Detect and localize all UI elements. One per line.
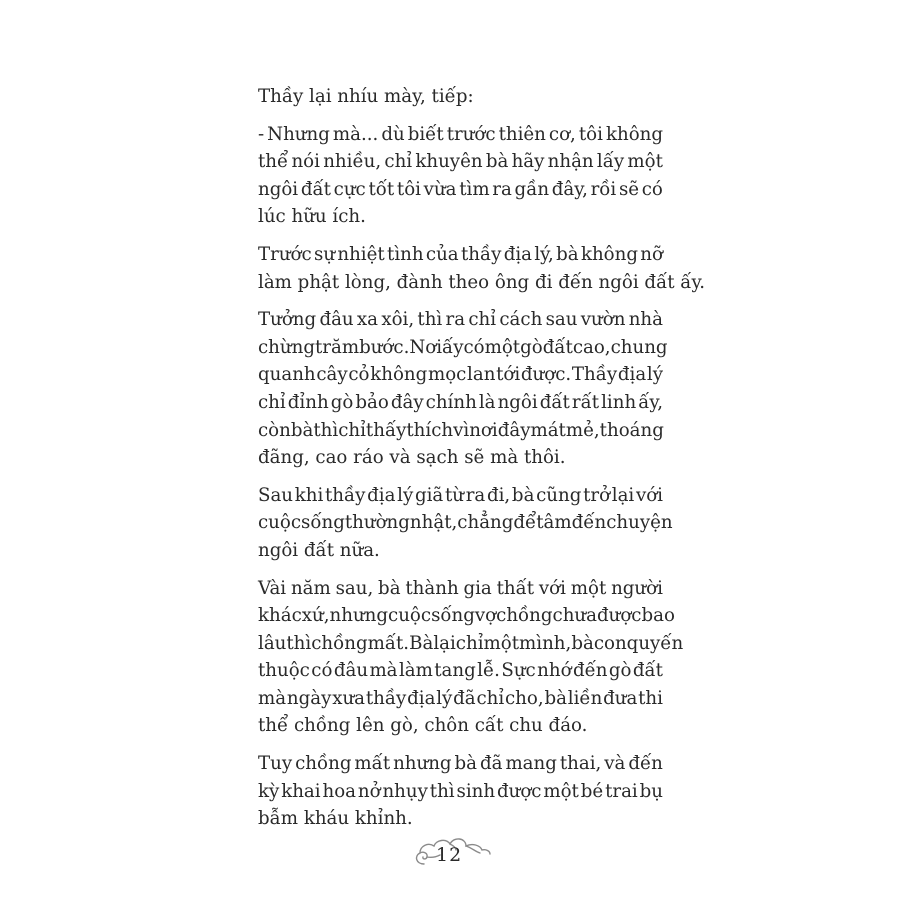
text-line: làm phật lòng, đành theo ông đi đến ngôi đất ấy. bbox=[258, 271, 706, 293]
text-line: đãng, cao ráo và sạch sẽ mà thôi. bbox=[258, 447, 566, 469]
text-line: thuộc có đâu mà làm tang lễ. Sực nhớ đến gò đất bbox=[258, 660, 663, 682]
text-line: Tưởng đâu xa xôi, thì ra chỉ cách sau vườn nhà bbox=[258, 309, 663, 331]
paragraph bbox=[258, 306, 668, 472]
text-line: còn bà thì chỉ thấy thích vì nơi đây mát mẻ, thoáng bbox=[258, 419, 664, 441]
text-line: chỉ đỉnh gò bảo đây chính là ngôi đất rất linh ấy, bbox=[258, 391, 663, 413]
text-line: ngôi đất nữa. bbox=[258, 539, 380, 561]
page-number: 12 bbox=[436, 844, 463, 866]
text-line: Tuy chồng mất nhưng bà đã mang thai, và đến bbox=[258, 753, 663, 775]
body-text bbox=[258, 83, 706, 843]
page-footer bbox=[410, 826, 495, 870]
text-line: chừng trăm bước. Nơi ấy có một gò đất cao, chung bbox=[258, 336, 668, 358]
text-line: - Nhưng mà... dù biết trước thiên cơ, tôi không bbox=[258, 123, 663, 145]
text-line: Sau khi thầy địa lý giã từ ra đi, bà cũng trở lại với bbox=[258, 484, 663, 506]
text-line: lâu thì chồng mất. Bà lại chỉ một mình, bà con quyến bbox=[258, 632, 684, 654]
text-line: cuộc sống thường nhật, chẳng để tâm đến chuyện bbox=[258, 512, 673, 534]
text-line: lúc hữu ích. bbox=[258, 206, 366, 228]
text-line: khác xứ, nhưng cuộc sống vợ chồng chưa được bao bbox=[258, 605, 675, 627]
text-line: ngôi đất cực tốt tôi vừa tìm ra gần đây, rồi sẽ có bbox=[258, 178, 663, 200]
text-line: thể chồng lên gò, chôn cất chu đáo. bbox=[258, 715, 588, 737]
text-line: Thầy lại nhíu mày, tiếp: bbox=[258, 86, 474, 107]
paragraph bbox=[258, 241, 706, 296]
text-line: Trước sự nhiệt tình của thầy địa lý, bà không nỡ bbox=[258, 243, 663, 265]
text-line: quanh cây cỏ không mọc lan tới được. Thầy địa lý bbox=[258, 364, 663, 386]
text-line: kỳ khai hoa nở nhụy thì sinh được một bé trai bụ bbox=[258, 780, 663, 802]
paragraph bbox=[258, 83, 663, 111]
text-line: mà ngày xưa thầy địa lý đã chỉ cho, bà liền đưa thi bbox=[258, 687, 663, 709]
text-line: bẫm kháu khỉnh. bbox=[258, 808, 413, 830]
text-line: Vài năm sau, bà thành gia thất với một người bbox=[258, 577, 663, 599]
paragraph bbox=[258, 750, 663, 833]
text-line: thể nói nhiều, chỉ khuyên bà hãy nhận lấy một bbox=[258, 151, 663, 173]
paragraph bbox=[258, 482, 673, 565]
paragraph bbox=[258, 121, 663, 231]
paragraph bbox=[258, 575, 684, 741]
